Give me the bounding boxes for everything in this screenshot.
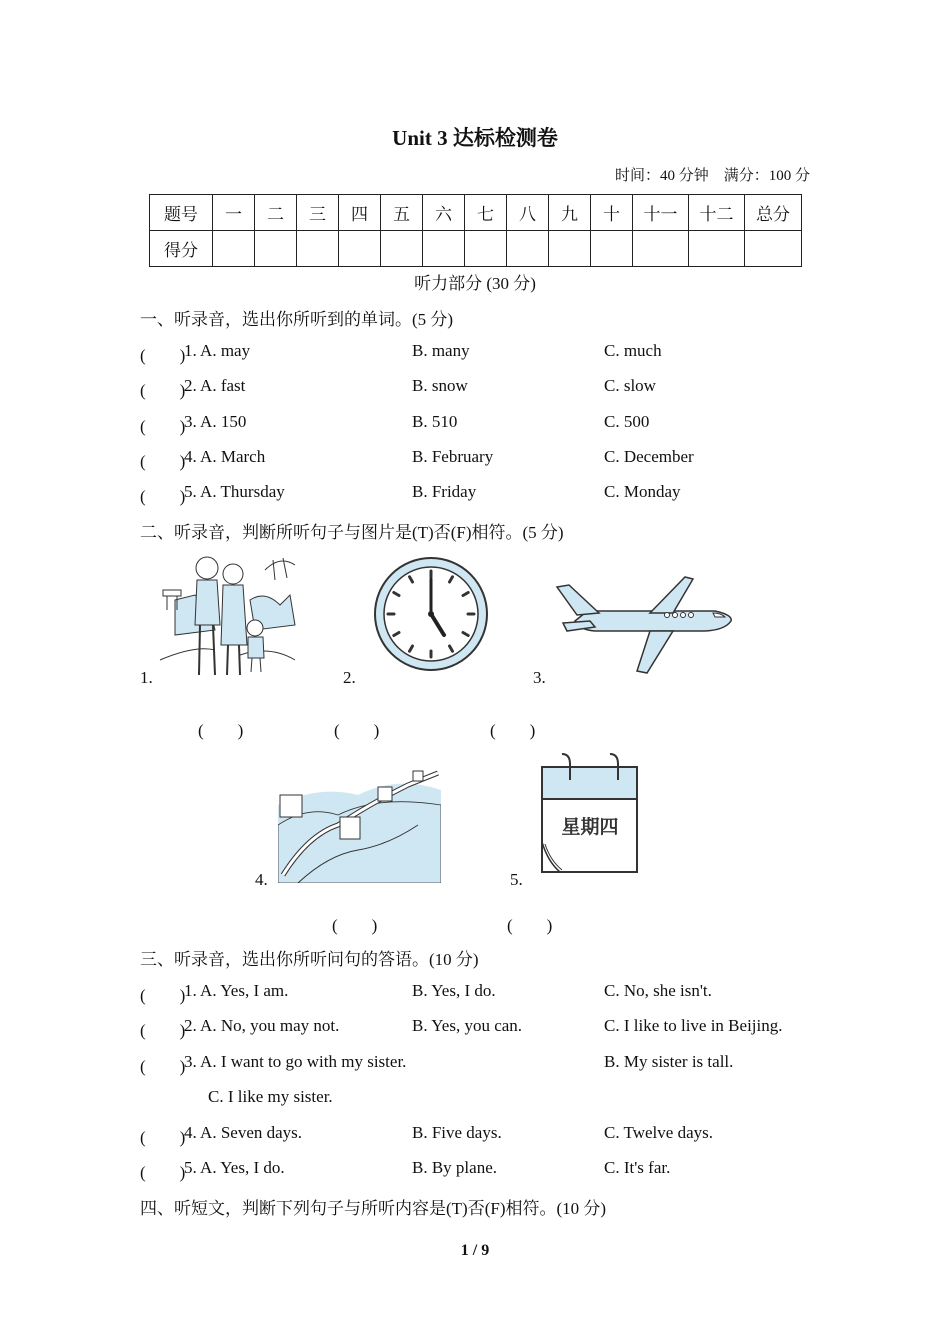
option-a: 5. A. Yes, I do. — [184, 1158, 285, 1177]
option-a: 2. A. fast — [184, 376, 246, 395]
option-b: B. Yes, you can. — [412, 1016, 523, 1035]
score-table-score-row — [150, 231, 802, 267]
answer-bracket-5[interactable]: ( ) — [507, 916, 553, 935]
airplane-picture — [555, 575, 733, 675]
score-cell[interactable] — [507, 231, 549, 267]
option-b: B. My sister is tall. — [604, 1052, 734, 1071]
score-cell[interactable] — [381, 231, 423, 267]
question-row — [140, 341, 820, 365]
option-a: 4. A. March — [184, 447, 266, 466]
question-row — [140, 1158, 820, 1182]
page-title: Unit 3 达标检测卷 — [392, 126, 558, 150]
family-picture — [155, 550, 300, 685]
section2-heading: 二、听录音，判断所听句子与图片是(T)否(F)相符。(5 分) — [140, 523, 564, 542]
picture-label-1: 1. — [140, 668, 153, 687]
answer-bracket[interactable]: ( ) — [140, 1163, 186, 1182]
option-c: C. It's far. — [604, 1158, 671, 1177]
option-a: 3. A. I want to go with my sister. — [184, 1052, 407, 1071]
question-row — [140, 376, 820, 400]
question-row — [140, 1123, 820, 1147]
answer-bracket[interactable]: ( ) — [140, 1128, 186, 1147]
score-cell[interactable] — [339, 231, 381, 267]
option-c: C. much — [604, 341, 662, 360]
option-b: B. By plane. — [412, 1158, 497, 1177]
calendar-weekday-text: 星期四 — [561, 816, 619, 838]
score-header-cell: 七 — [465, 195, 507, 231]
score-header-cell: 十一 — [633, 195, 689, 231]
section1-heading: 一、听录音，选出你所听到的单词。(5 分) — [140, 310, 454, 329]
question-row — [140, 447, 820, 471]
question-row — [140, 412, 820, 436]
score-table — [149, 194, 802, 267]
score-cell[interactable] — [633, 231, 689, 267]
answer-bracket[interactable]: ( ) — [140, 381, 186, 400]
option-b: B. Five days. — [412, 1123, 502, 1142]
question-row — [140, 482, 820, 506]
calendar-picture — [540, 752, 640, 874]
section3-heading: 三、听录音，选出你所听问句的答语。(10 分) — [140, 950, 479, 969]
score-header-cell: 五 — [381, 195, 423, 231]
answer-bracket[interactable]: ( ) — [140, 417, 186, 436]
score-header-cell: 九 — [549, 195, 591, 231]
answer-bracket[interactable]: ( ) — [140, 346, 186, 365]
score-table-header-row — [150, 195, 802, 231]
option-b: B. Yes, I do. — [412, 981, 496, 1000]
score-cell[interactable] — [465, 231, 507, 267]
answer-bracket-1[interactable]: ( ) — [198, 721, 244, 740]
score-cell[interactable] — [591, 231, 633, 267]
option-c: C. 500 — [604, 412, 650, 431]
question-row — [140, 1016, 820, 1040]
score-header-cell: 一 — [213, 195, 255, 231]
option-c: C. I like to live in Beijing. — [604, 1016, 783, 1035]
score-cell[interactable] — [745, 231, 802, 267]
exam-meta: 时间：40 分钟 满分：100 分 — [614, 168, 810, 184]
option-c: C. December — [604, 447, 694, 466]
picture-label-3: 3. — [533, 668, 546, 687]
score-header-cell: 四 — [339, 195, 381, 231]
question-row-continued — [140, 1087, 820, 1111]
option-c: C. slow — [604, 376, 656, 395]
section4-heading: 四、听短文，判断下列句子与所听内容是(T)否(F)相符。(10 分) — [140, 1199, 607, 1218]
option-a: 1. A. may — [184, 341, 251, 360]
option-b: B. snow — [412, 376, 468, 395]
option-a: 3. A. 150 — [184, 412, 247, 431]
score-cell[interactable] — [213, 231, 255, 267]
answer-bracket-2[interactable]: ( ) — [334, 721, 380, 740]
answer-bracket[interactable]: ( ) — [140, 1057, 186, 1076]
picture-label-4: 4. — [255, 870, 268, 889]
question-row — [140, 981, 820, 1005]
score-row-label: 得分 — [150, 231, 213, 267]
great-wall-picture — [278, 765, 441, 883]
score-header-cell: 总分 — [745, 195, 802, 231]
score-header-cell: 十二 — [689, 195, 745, 231]
score-header-cell: 十 — [591, 195, 633, 231]
option-b: B. 510 — [412, 412, 458, 431]
answer-bracket[interactable]: ( ) — [140, 1021, 186, 1040]
question-row — [140, 1052, 820, 1076]
score-cell[interactable] — [255, 231, 297, 267]
score-header-cell: 八 — [507, 195, 549, 231]
option-b: B. Friday — [412, 482, 477, 501]
score-header-cell: 三 — [297, 195, 339, 231]
option-b: B. February — [412, 447, 494, 466]
score-header-cell: 二 — [255, 195, 297, 231]
score-header-cell: 六 — [423, 195, 465, 231]
option-b: B. many — [412, 341, 470, 360]
score-cell[interactable] — [297, 231, 339, 267]
score-header-cell: 题号 — [150, 195, 213, 231]
page-number: 1 / 9 — [460, 1242, 490, 1259]
answer-bracket-3[interactable]: ( ) — [490, 721, 536, 740]
option-a: 1. A. Yes, I am. — [184, 981, 289, 1000]
listening-header: 听力部分 (30 分) — [414, 274, 536, 293]
option-c: C. Monday — [604, 482, 681, 501]
option-c: C. I like my sister. — [208, 1087, 333, 1106]
option-a: 2. A. No, you may not. — [184, 1016, 340, 1035]
score-cell[interactable] — [423, 231, 465, 267]
answer-bracket[interactable]: ( ) — [140, 452, 186, 471]
option-c: C. Twelve days. — [604, 1123, 713, 1142]
clock-picture — [372, 555, 490, 673]
score-cell[interactable] — [689, 231, 745, 267]
option-a: 5. A. Thursday — [184, 482, 285, 501]
answer-bracket[interactable]: ( ) — [140, 986, 186, 1005]
answer-bracket[interactable]: ( ) — [140, 487, 186, 506]
picture-label-5: 5. — [510, 870, 523, 889]
score-cell[interactable] — [549, 231, 591, 267]
picture-label-2: 2. — [343, 668, 356, 687]
answer-bracket-4[interactable]: ( ) — [332, 916, 378, 935]
option-c: C. No, she isn't. — [604, 981, 712, 1000]
option-a: 4. A. Seven days. — [184, 1123, 303, 1142]
